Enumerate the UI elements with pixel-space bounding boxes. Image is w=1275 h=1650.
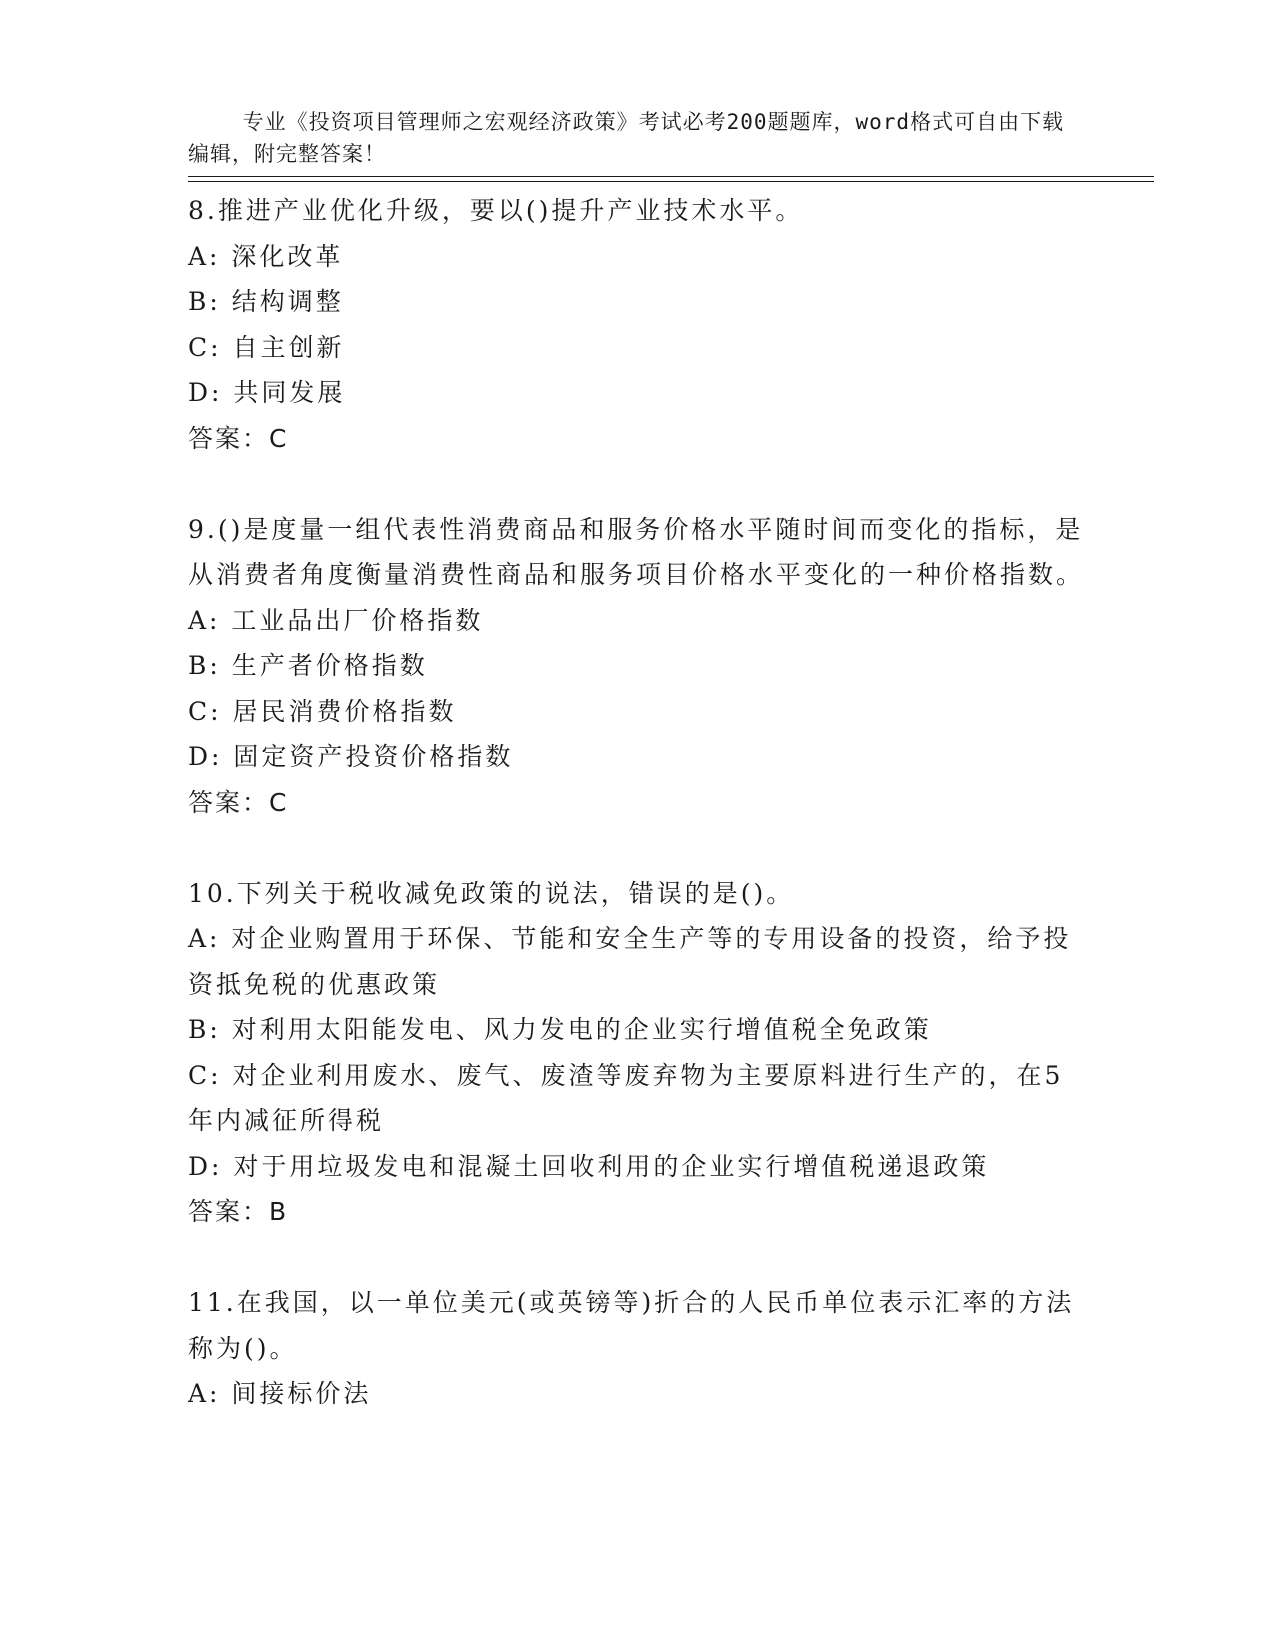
option-b: B: 生产者价格指数 [188, 651, 428, 680]
header-divider-bottom [188, 181, 1154, 182]
answer-label: 答案：B [188, 1197, 289, 1226]
option-d: D: 对于用垃圾发电和混凝土回收利用的企业实行增值税递退政策 [188, 1151, 990, 1181]
option-a: A: 深化改革 [188, 241, 344, 271]
answer-label: 答案：C [188, 787, 289, 817]
answer-label: 答案：C [188, 423, 289, 453]
option-b: B: 对利用太阳能发电、风力发电的企业实行增值税全免政策 [188, 1015, 932, 1044]
question-stem: 11.在我国，以一单位美元(或英镑等)折合的人民币单位表示汇率的方法称为()。 [188, 1288, 1075, 1363]
page-header [188, 74, 1068, 202]
option-c: C: 对企业利用废水、废气、废渣等废弃物为主要原料进行生产的，在5年内减征所得税 [188, 1060, 1064, 1135]
question-stem: 10.下列关于税收减免政策的说法，错误的是()。 [188, 878, 795, 908]
header-divider-top [188, 176, 1154, 177]
option-c: C: 居民消费价格指数 [188, 696, 457, 726]
question-10 [188, 871, 1088, 1235]
question-stem: 9.()是度量一组代表性消费商品和服务价格水平随时间而变化的指标，是从消费者角度衡量消费性商品和服务项目价格水平变化的一种价格指数。 [188, 514, 1085, 589]
header-text: 专业《投资项目管理师之宏观经济政策》考试必考200题题库，word格式可自由下载编辑，附完整答案！ [188, 110, 1065, 166]
question-11 [188, 1280, 1088, 1417]
option-b: B: 结构调整 [188, 287, 344, 316]
question-list [188, 188, 1088, 1417]
option-c: C: 自主创新 [188, 332, 345, 362]
option-d: D: 固定资产投资价格指数 [188, 742, 514, 771]
question-9 [188, 507, 1088, 826]
question-stem: 8.推进产业优化升级，要以()提升产业技术水平。 [188, 196, 804, 225]
option-a: A: 工业品出厂价格指数 [188, 605, 484, 635]
option-a: A: 间接标价法 [188, 1379, 372, 1408]
question-8 [188, 188, 1088, 461]
option-a: A: 对企业购置用于环保、节能和安全生产等的专用设备的投资，给予投资抵免税的优惠政策 [188, 924, 1072, 999]
option-d: D: 共同发展 [188, 378, 346, 407]
